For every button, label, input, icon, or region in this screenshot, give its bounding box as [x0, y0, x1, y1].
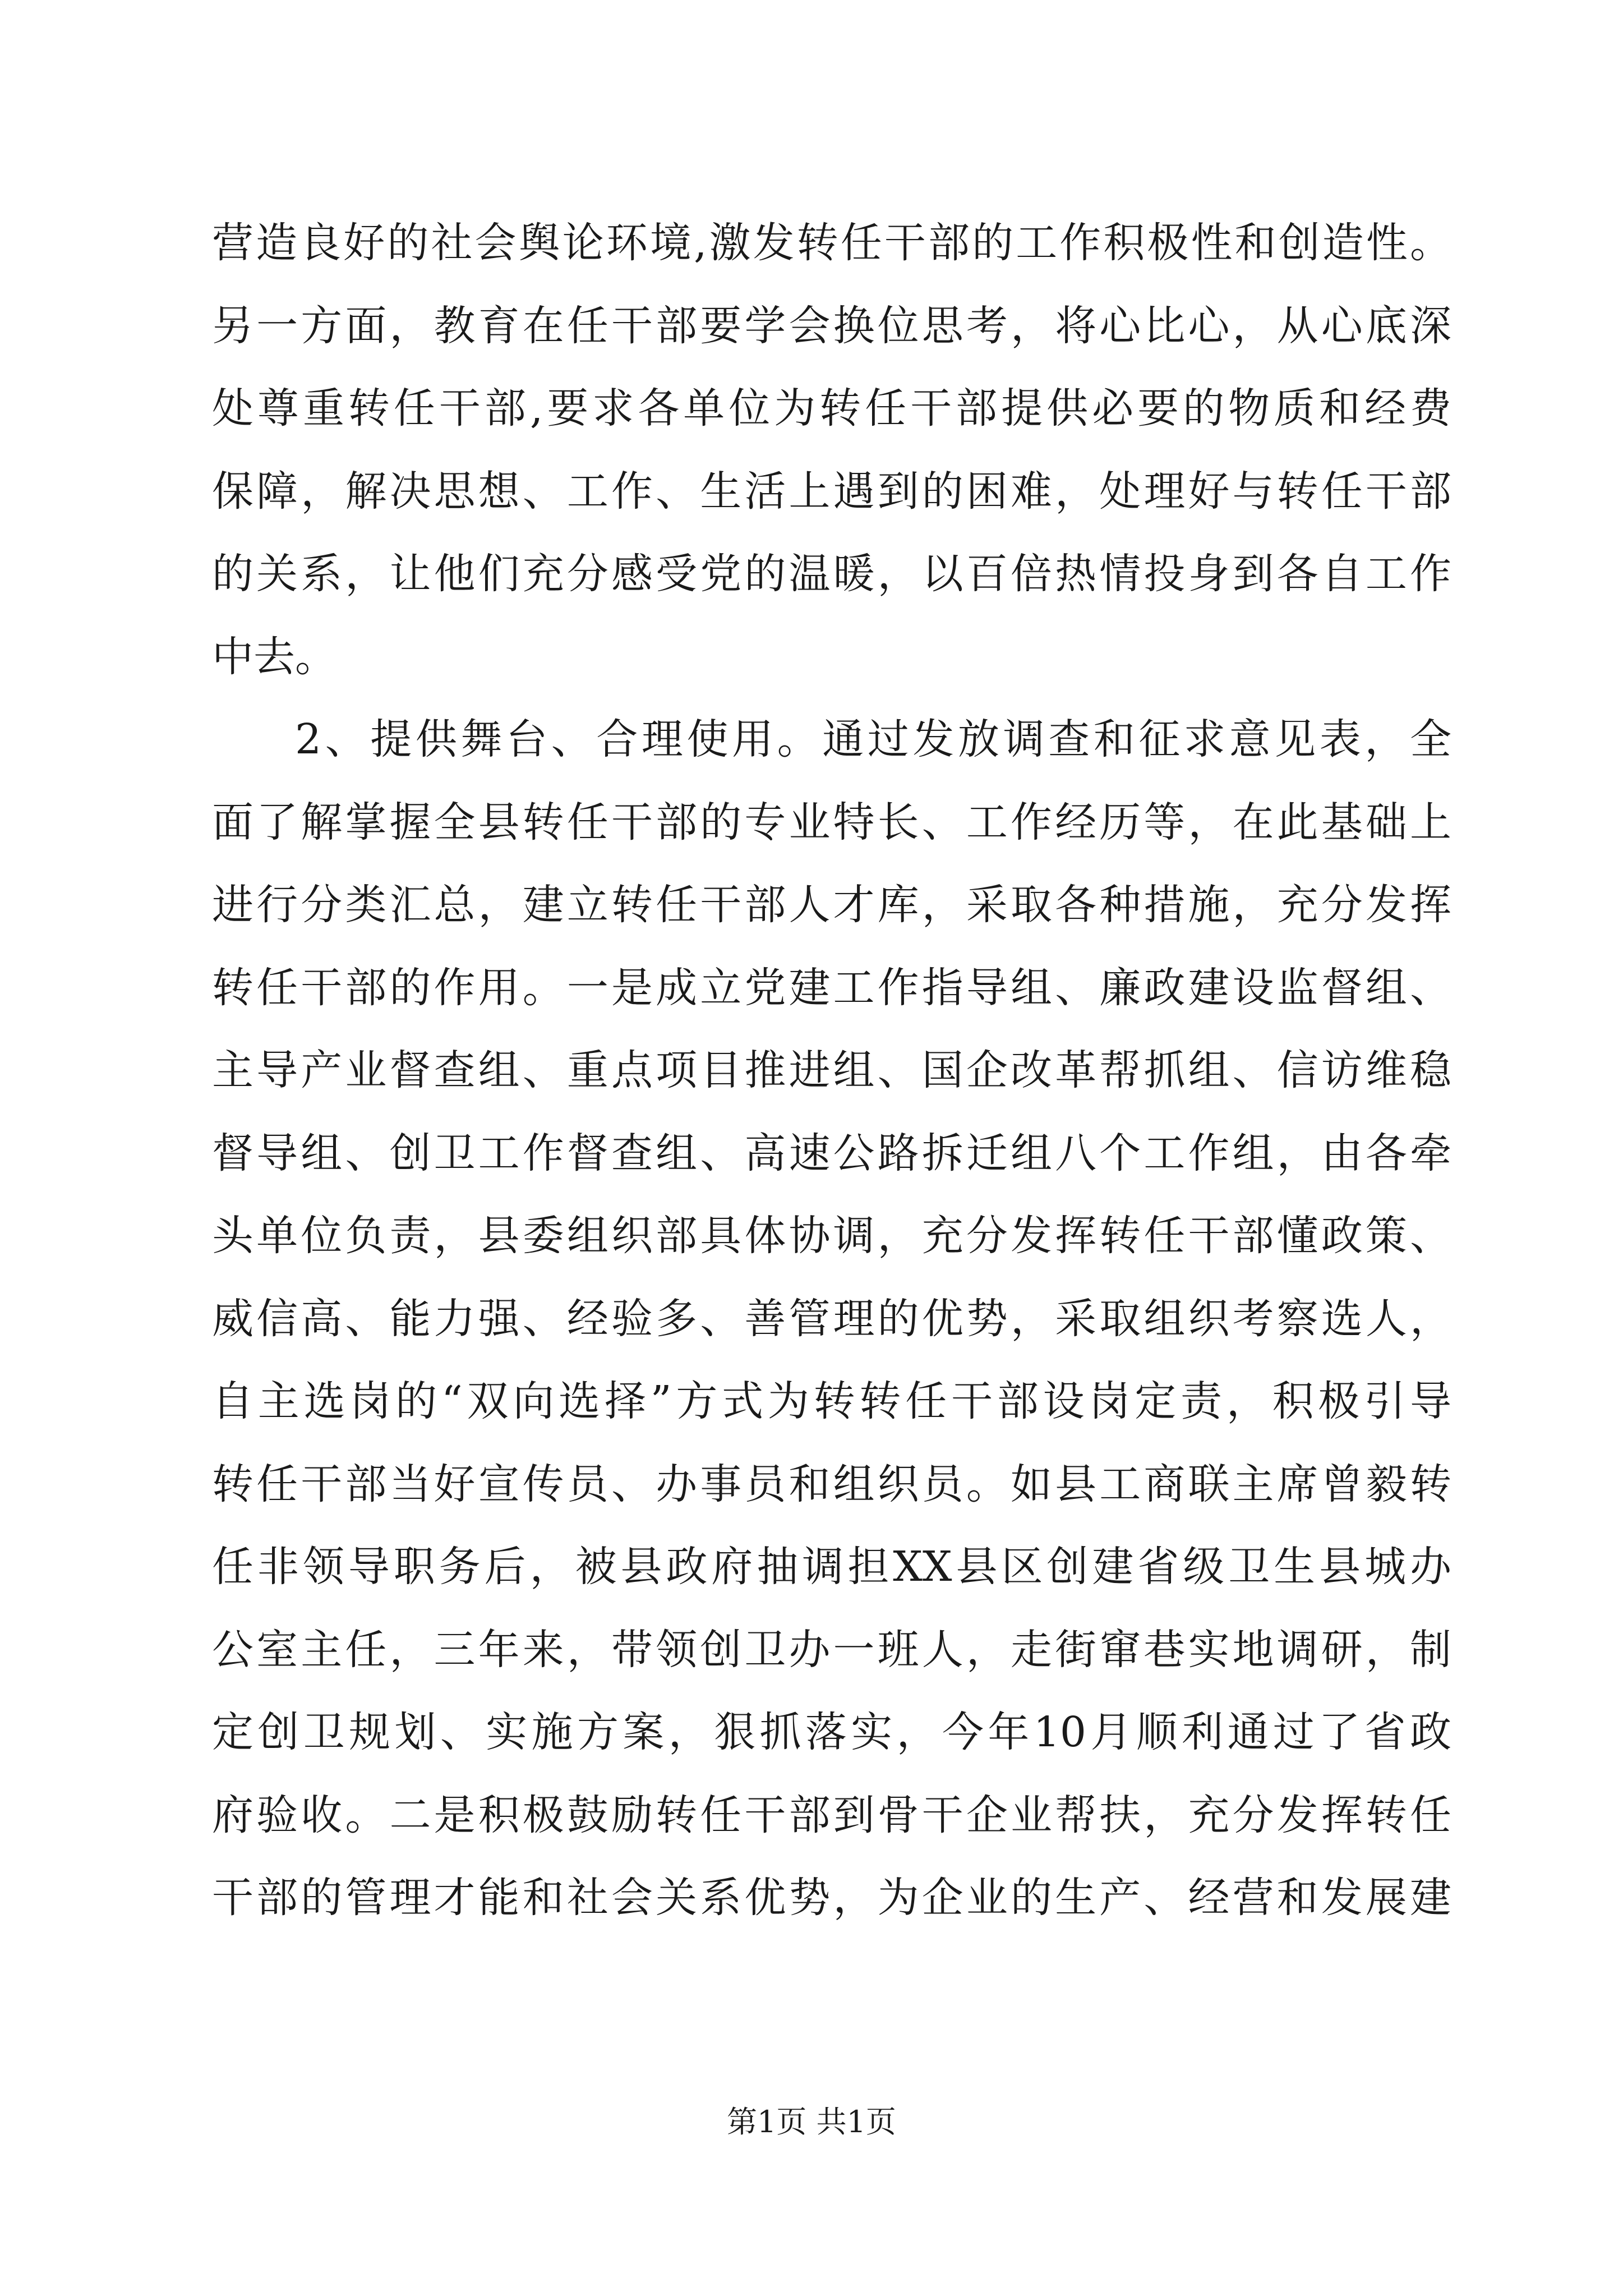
- text-line: 2、提供舞台、合理使用。通过发放调查和征求意见表，全: [295, 715, 1451, 763]
- text-line: 定创卫规划、实施方案，狠抓落实，今年10月顺利通过了省政: [212, 1708, 1451, 1756]
- text-line: 另一方面，教育在任干部要学会换位思考，将心比心，从心底深: [212, 301, 1451, 350]
- text-line: 进行分类汇总，建立转任干部人才库，采取各种措施，充分发挥: [212, 881, 1451, 929]
- text-line: 营造良好的社会舆论环境,激发转任干部的工作积极性和创造性。: [212, 219, 1451, 267]
- page-number: 第1页 共1页: [727, 2104, 896, 2139]
- text-line: 中去。: [212, 632, 336, 681]
- text-line: 自主选岗的“双向选择”方式为转转任干部设岗定责，积极引导: [212, 1377, 1451, 1425]
- text-line: 的关系，让他们充分感受党的温暖，以百倍热情投身到各自工作: [212, 550, 1451, 598]
- body-text: [212, 202, 1451, 1940]
- text-line: 头单位负责，县委组织部具体协调，充分发挥转任干部懂政策、: [212, 1212, 1451, 1260]
- text-line: 干部的管理才能和社会关系优势，为企业的生产、经营和发展建: [212, 1874, 1451, 1922]
- text-line: 公室主任，三年来，带领创卫办一班人，走街窜巷实地调研，制: [212, 1625, 1451, 1674]
- text-line: 保障，解决思想、工作、生活上遇到的困难，处理好与转任干部: [212, 467, 1451, 516]
- text-line: 威信高、能力强、经验多、善管理的优势，采取组织考察选人，: [212, 1294, 1451, 1343]
- text-line: 转任干部的作用。一是成立党建工作指导组、廉政建设监督组、: [212, 963, 1451, 1012]
- text-line: 处尊重转任干部,要求各单位为转任干部提供必要的物质和经费: [212, 384, 1451, 432]
- text-line: 任非领导职务后，被县政府抽调担XX县区创建省级卫生县城办: [212, 1543, 1451, 1591]
- text-line: 转任干部当好宣传员、办事员和组织员。如县工商联主席曾毅转: [212, 1460, 1451, 1508]
- page-footer: [0, 2098, 1623, 2141]
- text-line: 主导产业督查组、重点项目推进组、国企改革帮抓组、信访维稳: [212, 1046, 1451, 1094]
- text-line: 府验收。二是积极鼓励转任干部到骨干企业帮扶，充分发挥转任: [212, 1791, 1451, 1839]
- text-line: 面了解掌握全县转任干部的专业特长、工作经历等，在此基础上: [212, 798, 1451, 846]
- text-line: 督导组、创卫工作督查组、高速公路拆迁组八个工作组，由各牵: [212, 1129, 1451, 1177]
